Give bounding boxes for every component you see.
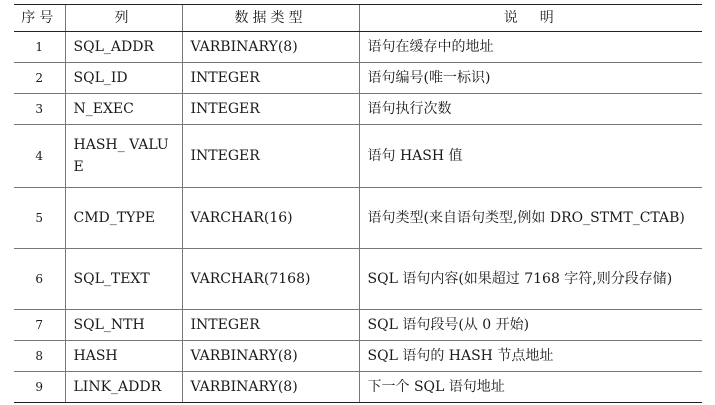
column-name: SQL_NTH	[65, 310, 182, 341]
header-type: 数据类型	[182, 5, 359, 32]
row-number: 3	[14, 94, 65, 125]
table-row	[14, 372, 702, 403]
row-number: 7	[14, 310, 65, 341]
description: 语句类型(来自语句类型,例如 DRO_STMT_CTAB)	[359, 188, 702, 249]
column-name: LINK_ADDR	[65, 372, 182, 403]
table-row	[14, 249, 702, 310]
row-number: 5	[14, 188, 65, 249]
data-type: INTEGER	[182, 63, 359, 94]
header-row	[14, 5, 702, 32]
column-name: SQL_TEXT	[65, 249, 182, 310]
column-name: SQL_ID	[65, 63, 182, 94]
table-row	[14, 341, 702, 372]
column-name: SQL_ADDR	[65, 32, 182, 63]
data-type: INTEGER	[182, 125, 359, 188]
column-name: N_EXEC	[65, 94, 182, 125]
column-spec-table	[14, 4, 702, 403]
description: SQL 语句的 HASH 节点地址	[359, 341, 702, 372]
description: 语句 HASH 值	[359, 125, 702, 188]
data-type: VARCHAR(16)	[182, 188, 359, 249]
table-row	[14, 310, 702, 341]
table-row	[14, 188, 702, 249]
data-type: INTEGER	[182, 310, 359, 341]
description: 语句在缓存中的地址	[359, 32, 702, 63]
description: 语句编号(唯一标识)	[359, 63, 702, 94]
header-column: 列	[65, 5, 182, 32]
row-number: 4	[14, 125, 65, 188]
data-type: VARBINARY(8)	[182, 372, 359, 403]
column-name: HASH	[65, 341, 182, 372]
table-row	[14, 63, 702, 94]
data-type: VARBINARY(8)	[182, 32, 359, 63]
data-type: VARBINARY(8)	[182, 341, 359, 372]
table-row	[14, 125, 702, 188]
row-number: 2	[14, 63, 65, 94]
row-number: 8	[14, 341, 65, 372]
row-number: 1	[14, 32, 65, 63]
data-type: INTEGER	[182, 94, 359, 125]
description: SQL 语句段号(从 0 开始)	[359, 310, 702, 341]
row-number: 9	[14, 372, 65, 403]
table-row	[14, 94, 702, 125]
table-row	[14, 32, 702, 63]
data-type: VARCHAR(7168)	[182, 249, 359, 310]
description: SQL 语句内容(如果超过 7168 字符,则分段存储)	[359, 249, 702, 310]
description: 下一个 SQL 语句地址	[359, 372, 702, 403]
row-number: 6	[14, 249, 65, 310]
column-name: HASH_ VALUE	[65, 125, 182, 188]
description: 语句执行次数	[359, 94, 702, 125]
header-description: 说 明	[359, 5, 702, 32]
column-name: CMD_TYPE	[65, 188, 182, 249]
header-no: 序号	[14, 5, 65, 32]
